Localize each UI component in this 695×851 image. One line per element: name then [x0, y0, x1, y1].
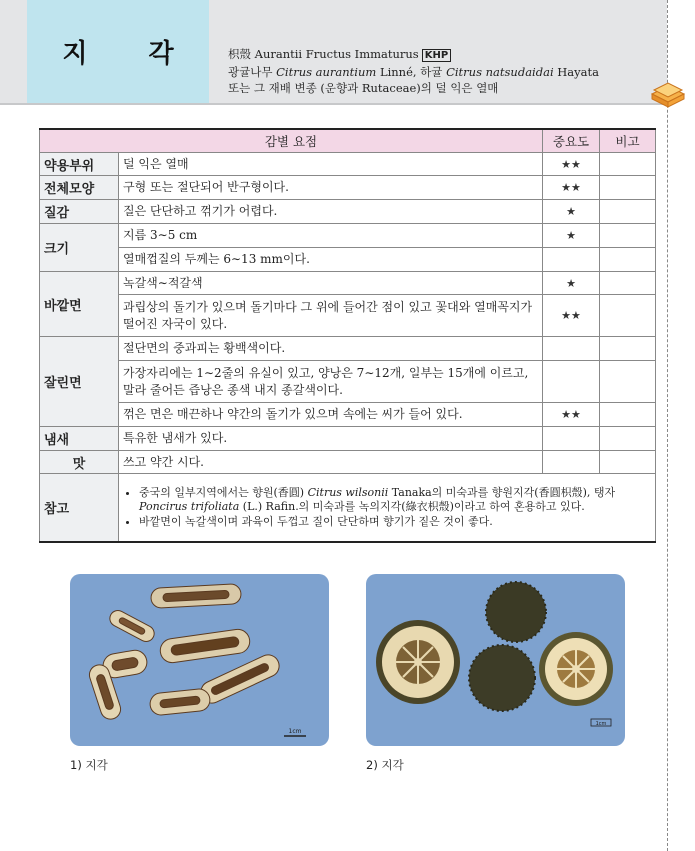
photo-caption-2: 2) 지각: [366, 758, 404, 772]
row-desc: 녹갈색∼적갈색: [119, 272, 543, 295]
row-label: 잘린면: [40, 337, 119, 427]
note-cell: [600, 176, 656, 200]
row-desc: 쓰고 약간 시다.: [119, 451, 543, 474]
importance-stars: ★★: [543, 153, 600, 176]
row-label: 질감: [40, 200, 119, 224]
species-name: Citrus wilsonii: [307, 485, 389, 499]
reference-item: [139, 486, 651, 514]
header-description: [228, 46, 658, 96]
origin-plant-text: Linné, 하귤: [376, 65, 447, 79]
origin-plant-text: 광귤나무: [228, 65, 277, 79]
photo-caption-1: 1) 지각: [70, 758, 108, 772]
note-cell: [600, 295, 656, 337]
note-cell: [600, 337, 656, 361]
page-title: 지 각: [62, 39, 200, 69]
note-cell: [600, 361, 656, 403]
reference-text: 중국의 일부지역에서는 향원(香圓): [139, 485, 308, 499]
species-name: Poncirus trifoliata: [139, 499, 240, 513]
importance-stars: [543, 361, 600, 403]
note-cell: [600, 153, 656, 176]
importance-stars: ★★: [543, 176, 600, 200]
page-edge-dotted-line: [667, 0, 668, 851]
col-header-note: 비고: [600, 129, 656, 153]
importance-stars: ★★: [543, 295, 600, 337]
col-header-importance: 중요도: [543, 129, 600, 153]
row-label: 크기: [40, 224, 119, 272]
reference-text: Tanaka의 미숙과를 향원지각(香圓枳殼), 탱자: [388, 485, 616, 499]
row-desc: 질은 단단하고 꺾기가 어렵다.: [119, 200, 543, 224]
photo-sliced-fruit: [70, 574, 329, 746]
note-cell: [600, 248, 656, 272]
note-cell: [600, 200, 656, 224]
halved-fruit-right: [539, 632, 613, 706]
note-cell: [600, 224, 656, 248]
reference-text: 바깥면이 녹갈색이며 과육이 두껍고 질이 단단하며 향기가 짙은 것이 좋다.: [139, 514, 493, 528]
reference-text: (L.) Rafin.의 미숙과를 녹의지각(綠衣枳殼)이라고 하여 혼용하고 있다.: [239, 499, 585, 513]
importance-stars: ★: [543, 200, 600, 224]
title-box: [27, 0, 209, 103]
row-label: 참고: [40, 474, 119, 542]
reference-notes: [119, 474, 656, 542]
importance-stars: ★★: [543, 403, 600, 427]
row-label: 바깥면: [40, 272, 119, 337]
row-desc: 지름 3∼5 cm: [119, 224, 543, 248]
row-desc: 절단면의 중과피는 황백색이다.: [119, 337, 543, 361]
origin-plant-text: Hayata: [553, 65, 599, 79]
scale-bar-label: 1cm: [288, 728, 302, 735]
importance-stars: [543, 248, 600, 272]
reference-item: [139, 515, 651, 529]
row-desc: 구형 또는 절단되어 반구형이다.: [119, 176, 543, 200]
species-name: Citrus aurantium: [276, 65, 377, 79]
note-cell: [600, 403, 656, 427]
note-cell: [600, 451, 656, 474]
row-desc: 꺾은 면은 매끈하나 약간의 돌기가 있으며 속에는 씨가 들어 있다.: [119, 403, 543, 427]
row-desc: 열매껍질의 두께는 6∼13 mm이다.: [119, 248, 543, 272]
note-cell: [600, 427, 656, 451]
row-desc: 특유한 냄새가 있다.: [119, 427, 543, 451]
header-divider: [0, 103, 667, 105]
importance-stars: ★: [543, 272, 600, 295]
row-label: 약용부위: [40, 153, 119, 176]
row-label: 전체모양: [40, 176, 119, 200]
species-name: Citrus natsudaidai: [446, 65, 554, 79]
khp-badge: KHP: [422, 49, 451, 62]
row-desc: 덜 익은 열매: [119, 153, 543, 176]
photo-whole-fruit: [366, 574, 625, 746]
note-cell: [600, 272, 656, 295]
scale-bar-label: 1cm: [595, 721, 607, 727]
row-label: 맛: [40, 451, 119, 474]
importance-stars: [543, 337, 600, 361]
importance-stars: [543, 451, 600, 474]
latin-name: 枳殼 Aurantii Fructus Immaturus: [228, 47, 419, 61]
identification-table: [39, 128, 656, 543]
importance-stars: [543, 427, 600, 451]
row-label: 냄새: [40, 427, 119, 451]
halved-fruit-left: [376, 620, 460, 704]
col-header-points: 감별 요점: [40, 129, 543, 153]
row-desc: 가장자리에는 1∼2줄의 유실이 있고, 양낭은 7∼12개, 일부는 15개에 이르고, 말라 줄어든 즙낭은 종색 내지 종갈색이다.: [119, 361, 543, 403]
row-desc: 과립상의 돌기가 있으며 돌기마다 그 위에 들어간 점이 있고 꽃대와 열매꼭지가 떨어진 자국이 있다.: [119, 295, 543, 337]
importance-stars: ★: [543, 224, 600, 248]
book-stack-icon: [648, 82, 688, 116]
origin-plant-text: 또는 그 재배 변종 (운향과 Rutaceae)의 덜 익은 열매: [228, 81, 499, 95]
